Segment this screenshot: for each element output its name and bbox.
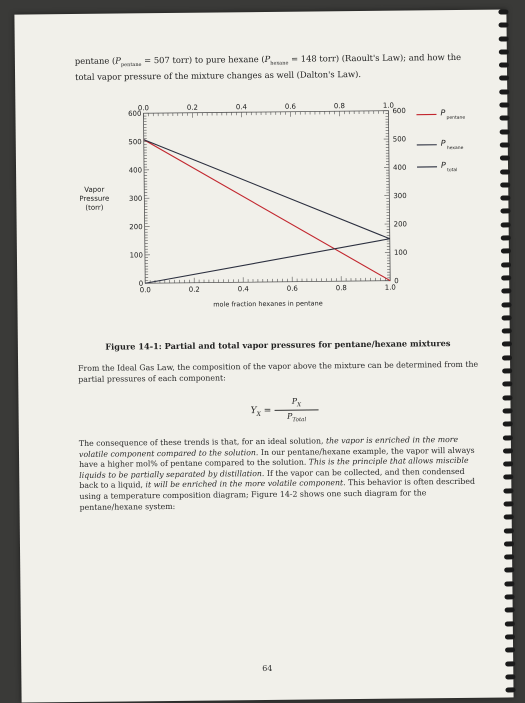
spiral-coil xyxy=(500,182,510,187)
formula-den-subscript: Total xyxy=(292,417,306,423)
spiral-coil xyxy=(499,23,509,28)
spiral-coil xyxy=(505,608,515,613)
chart-svg xyxy=(73,100,475,334)
y-tick-label-left: 600 xyxy=(128,110,141,118)
intro-pre: pentane ( xyxy=(75,56,115,66)
formula-lhs-subscript: X xyxy=(257,411,261,418)
x-tick-label-bottom: 0.6 xyxy=(287,285,299,293)
legend-label-total: P xyxy=(441,161,446,170)
y-tick-label-right: 400 xyxy=(393,164,406,172)
spiral-coil xyxy=(500,169,510,174)
y-tick-label-left: 500 xyxy=(128,138,141,146)
x-tick-label-bottom: 0.8 xyxy=(336,284,347,292)
formula-numerator xyxy=(274,396,318,408)
spiral-coil xyxy=(500,156,510,161)
para2-text-4: This behavior is often described using a temperature composition diagram; Figure 14-2 shows one such diagram for the pentane/hexane system: xyxy=(79,477,475,511)
y-tick-label-left: 0 xyxy=(139,280,144,288)
spiral-coil xyxy=(503,448,513,453)
series-line-total xyxy=(144,137,390,241)
spiral-coil xyxy=(505,594,515,599)
p-hexane-value: = 148 torr) (Raoult's Law); and how the total vapor pressure of the mixture changes as well (Dalton's Law). xyxy=(75,52,461,82)
formula-equals: = xyxy=(264,406,272,416)
y-tick-label-right: 500 xyxy=(393,135,406,143)
mole-fraction-formula xyxy=(250,396,330,427)
para2-emphasis-3: it will be enriched in the more volatile component. xyxy=(145,479,345,490)
p-hexane-symbol: P xyxy=(265,54,271,64)
spiral-coil xyxy=(502,342,512,347)
spiral-binding xyxy=(498,9,519,697)
p-pentane-symbol: P xyxy=(115,55,121,65)
formula-num-symbol: P xyxy=(292,397,297,406)
spiral-coil xyxy=(499,76,509,81)
p-pentane-subscript: pentane xyxy=(121,62,142,68)
spiral-coil xyxy=(504,541,514,546)
spiral-coil xyxy=(500,129,510,134)
spiral-coil xyxy=(503,408,513,413)
formula-num-subscript: X xyxy=(297,402,301,408)
y-tick-label-right: 200 xyxy=(394,220,407,228)
legend-label-pentane: P xyxy=(440,108,445,117)
spiral-coil xyxy=(499,89,509,94)
x-tick-label-bottom: 0.0 xyxy=(140,286,151,294)
spiral-coil xyxy=(501,249,511,254)
spiral-coil xyxy=(499,102,509,107)
spiral-coil xyxy=(505,634,515,639)
legend-subscript-total: total xyxy=(447,167,457,173)
x-tick-label-top: 0.6 xyxy=(285,103,297,111)
spiral-coil xyxy=(505,688,515,693)
spiral-coil xyxy=(501,302,511,307)
spiral-coil xyxy=(500,142,510,147)
p-pentane-value: = 507 torr) to pure hexane ( xyxy=(141,54,264,65)
spiral-coil xyxy=(501,222,511,227)
para2-emphasis-1: the vapor is enriched in the more volatile component compared to the solution. xyxy=(79,435,458,459)
spiral-coil xyxy=(499,49,509,54)
spiral-coil xyxy=(502,395,512,400)
para2-text-2: In our pentane/hexane example, the vapor will always have a higher mol% of pentane compared to the solution. xyxy=(79,445,475,469)
spiral-coil xyxy=(505,621,515,626)
para2-text-3: If the vapor can be collected, and then condensed back to a liquid, xyxy=(79,467,464,491)
textbook-page xyxy=(14,9,513,702)
spiral-coil xyxy=(503,488,513,493)
y-tick-label-right: 300 xyxy=(393,192,406,200)
spiral-coil xyxy=(504,568,514,573)
y-tick-label-right: 100 xyxy=(394,249,407,257)
spiral-coil xyxy=(504,555,514,560)
spiral-coil xyxy=(501,235,511,240)
spiral-coil xyxy=(499,63,509,68)
x-tick-label-top: 0.8 xyxy=(334,102,345,110)
spiral-coil xyxy=(499,36,509,41)
formula-lhs-symbol: Y xyxy=(251,406,257,416)
spiral-coil xyxy=(503,475,513,480)
y-tick-label-left: 400 xyxy=(129,166,142,174)
x-tick-label-top: 0.0 xyxy=(138,104,149,112)
spiral-coil xyxy=(502,315,512,320)
formula-fraction xyxy=(274,396,318,423)
spiral-coil xyxy=(503,422,513,427)
x-axis-label: mole fraction hexanes in pentane xyxy=(213,299,323,308)
para2-emphasis-2: This is the principle that allows miscible liquids to be partially separated by distillation. xyxy=(79,456,468,480)
x-tick-label-bottom: 0.4 xyxy=(238,285,250,293)
page-number: 64 xyxy=(21,661,513,675)
spiral-coil xyxy=(502,329,512,334)
y-tick-label-right: 600 xyxy=(392,107,405,115)
spiral-coil xyxy=(505,648,515,653)
x-tick-label-bottom: 1.0 xyxy=(385,284,396,292)
paragraph-consequence xyxy=(79,435,486,513)
spiral-coil xyxy=(505,674,515,679)
spiral-coil xyxy=(504,528,514,533)
spiral-coil xyxy=(502,368,512,373)
spiral-coil xyxy=(504,581,514,586)
formula-den-symbol: P xyxy=(287,411,292,420)
legend-label-hexane: P xyxy=(441,139,446,148)
spiral-coil xyxy=(499,116,509,121)
y-axis-label-line1: Vapor xyxy=(84,186,104,194)
legend-subscript-hexane: hexane xyxy=(447,145,464,151)
vapor-pressure-chart xyxy=(73,100,475,334)
x-tick-label-top: 1.0 xyxy=(383,102,394,110)
formula-denominator xyxy=(275,411,319,423)
spiral-coil xyxy=(501,262,511,267)
legend-subscript-pentane: pentane xyxy=(446,115,465,121)
y-tick-label-left: 300 xyxy=(129,195,142,203)
intro-text xyxy=(75,52,475,83)
p-hexane-subscript: hexane xyxy=(270,60,288,66)
para2-text-1: The consequence of these trends is that, for an ideal solution, xyxy=(79,436,326,448)
plot-frame xyxy=(143,111,390,284)
spiral-coil xyxy=(502,382,512,387)
paragraph-ideal-gas: From the Ideal Gas Law, the composition of the vapor above the mixture can be determined from the partial pressures of each component: xyxy=(78,360,484,385)
y-tick-label-right: 0 xyxy=(394,277,399,285)
x-tick-label-top: 0.4 xyxy=(236,103,248,111)
spiral-coil xyxy=(503,461,513,466)
x-tick-label-top: 0.2 xyxy=(187,104,198,112)
spiral-coil xyxy=(501,289,511,294)
spiral-coil xyxy=(502,355,512,360)
spiral-coil xyxy=(498,9,508,14)
spiral-coil xyxy=(503,435,513,440)
y-tick-label-left: 200 xyxy=(129,223,142,231)
series-line-hexane xyxy=(145,239,390,283)
formula-lhs xyxy=(251,406,272,418)
spiral-coil xyxy=(500,209,510,214)
y-axis-label-line2: Pressure xyxy=(79,195,109,203)
spiral-coil xyxy=(500,196,510,201)
spiral-coil xyxy=(504,501,514,506)
spiral-coil xyxy=(501,275,511,280)
x-tick-label-bottom: 0.2 xyxy=(189,286,200,294)
spiral-coil xyxy=(504,515,514,520)
y-tick-label-left: 100 xyxy=(130,251,143,259)
figure-caption: Figure 14-1: Partial and total vapor pressures for pentane/hexane mixtures xyxy=(78,338,478,352)
y-axis-label-line3: (torr) xyxy=(85,204,103,212)
